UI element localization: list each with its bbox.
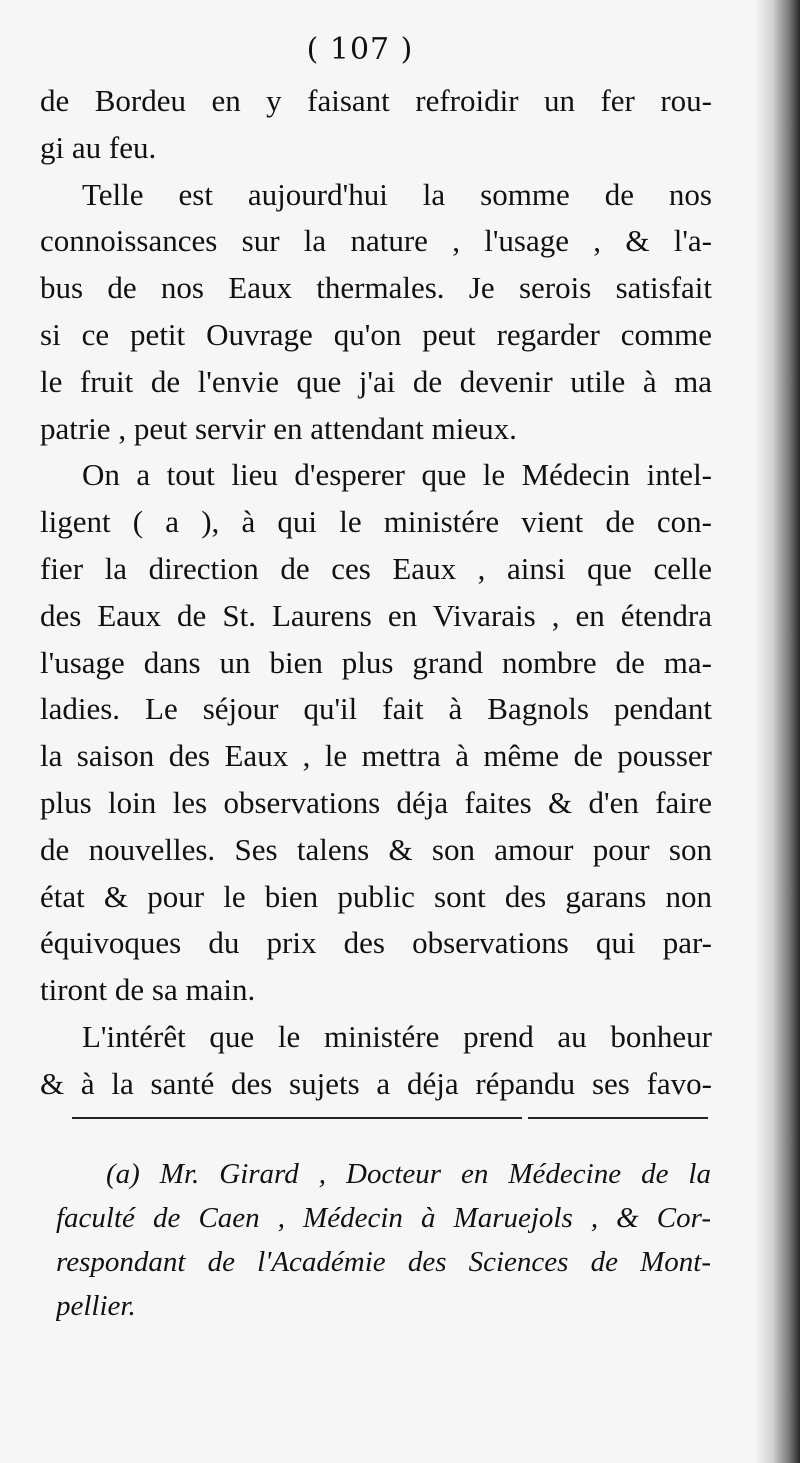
text-line: On a tout lieu d'esperer que le Médecin intel- bbox=[82, 457, 712, 493]
footnote-line: pellier. bbox=[56, 1290, 136, 1322]
text-line: Telle est aujourd'hui la somme de nos bbox=[82, 176, 712, 212]
text-line: tiront de sa main. bbox=[40, 972, 256, 1008]
text-line: connoissances sur la nature , l'usage , & l'a- bbox=[40, 223, 712, 259]
book-spine-shadow bbox=[754, 0, 800, 1463]
text-line: le fruit de l'envie que j'ai de devenir utile à ma bbox=[40, 363, 712, 399]
text-line: & à la santé des sujets a déja répandu ses favo- bbox=[40, 1065, 712, 1101]
text-line: si ce petit Ouvrage qu'on peut regarder comme bbox=[40, 316, 712, 352]
footnote-rule bbox=[72, 1117, 522, 1119]
text-line: de nouvelles. Ses talens & son amour pour son bbox=[40, 831, 712, 867]
footnote-line: respondant de l'Académie des Sciences de Mont- bbox=[56, 1246, 711, 1278]
page-number: ( 107 ) bbox=[306, 32, 414, 67]
text-line: L'intérêt que le ministére prend au bonheur bbox=[82, 1018, 712, 1054]
text-line: la saison des Eaux , le mettra à même de pousser bbox=[40, 738, 712, 774]
body-text bbox=[40, 78, 712, 1108]
text-line: équivoques du prix des observations qui par- bbox=[40, 925, 712, 961]
text-line: état & pour le bien public sont des garans non bbox=[40, 878, 712, 914]
text-line: l'usage dans un bien plus grand nombre de ma- bbox=[40, 644, 712, 680]
text-line: de Bordeu en y faisant refroidir un fer rou- bbox=[40, 83, 712, 118]
text-line: bus de nos Eaux thermales. Je serois satisfait bbox=[40, 270, 712, 306]
text-line: patrie , peut servir en attendant mieux. bbox=[40, 410, 517, 446]
text-line: gi au feu. bbox=[40, 129, 157, 165]
text-line: plus loin les observations déja faites & d'en faire bbox=[40, 784, 712, 820]
text-line: des Eaux de St. Laurens en Vivarais , en étendra bbox=[40, 597, 712, 633]
footnote-line: faculté de Caen , Médecin à Maruejols , & Cor- bbox=[56, 1202, 711, 1234]
footnote bbox=[56, 1152, 711, 1328]
text-line: ladies. Le séjour qu'il fait à Bagnols pendant bbox=[40, 691, 712, 727]
footnote-rule bbox=[528, 1117, 708, 1119]
text-line: fier la direction de ces Eaux , ainsi que celle bbox=[40, 550, 712, 586]
footnote-line: (a) Mr. Girard , Docteur en Médecine de la bbox=[106, 1158, 711, 1190]
text-line: ligent ( a ), à qui le ministére vient de con- bbox=[40, 504, 712, 540]
